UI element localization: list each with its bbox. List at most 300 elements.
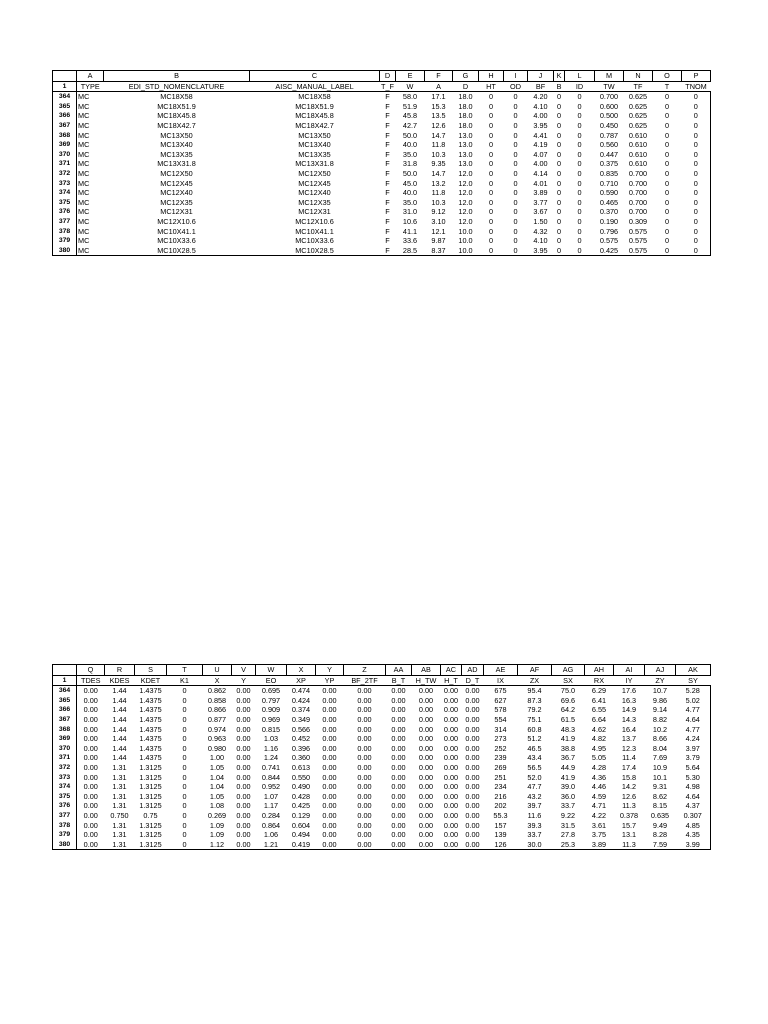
data-cell[interactable]: MC xyxy=(78,159,90,169)
data-cell[interactable]: 4.85 xyxy=(676,821,711,831)
data-cell[interactable]: 1.3125 xyxy=(139,772,162,782)
data-cell[interactable]: 0.00 xyxy=(322,734,337,744)
row-number-cell[interactable]: 1 xyxy=(53,81,77,92)
data-cell[interactable]: 0 xyxy=(682,92,711,102)
data-cell[interactable]: 13.1 xyxy=(621,830,637,840)
data-cell[interactable]: 0.75 xyxy=(143,810,158,820)
data-cell[interactable]: 0 xyxy=(682,227,711,237)
data-cell[interactable]: 0.00 xyxy=(236,753,251,763)
field-name-cell[interactable]: BF_2TF xyxy=(344,675,386,686)
field-name-cell[interactable]: X xyxy=(203,675,232,686)
data-cell[interactable]: 269 xyxy=(494,762,507,772)
data-cell[interactable]: 0.00 xyxy=(322,791,337,801)
data-cell[interactable]: 0 xyxy=(664,120,670,130)
data-cell[interactable]: 0.600 xyxy=(599,101,619,111)
data-cell[interactable]: 0.00 xyxy=(236,695,251,705)
data-cell[interactable]: 0.00 xyxy=(322,820,337,830)
data-cell[interactable]: 1.31 xyxy=(112,762,127,772)
data-cell[interactable]: 0.00 xyxy=(391,791,406,801)
data-cell[interactable]: 0.00 xyxy=(236,686,251,696)
data-cell[interactable]: MC xyxy=(78,236,90,246)
data-cell[interactable]: 0.00 xyxy=(391,830,406,840)
data-cell[interactable]: 1.44 xyxy=(112,743,127,753)
data-cell[interactable]: 46.5 xyxy=(527,743,542,753)
data-cell[interactable]: 4.59 xyxy=(591,791,607,801)
data-cell[interactable]: 314 xyxy=(494,724,507,734)
data-cell[interactable]: MC xyxy=(78,140,90,150)
data-cell[interactable]: 0.00 xyxy=(236,705,251,715)
data-cell[interactable]: 12.6 xyxy=(621,791,637,801)
data-cell[interactable]: 0 xyxy=(556,130,562,140)
field-name-cell[interactable]: T xyxy=(653,81,682,92)
data-cell[interactable]: 8.37 xyxy=(425,246,453,256)
data-cell[interactable]: 0 xyxy=(577,120,582,130)
data-cell[interactable]: 0 xyxy=(488,168,494,178)
data-cell[interactable]: 0.00 xyxy=(357,743,372,753)
data-cell[interactable]: 0.490 xyxy=(291,782,311,792)
row-number-cell[interactable]: 370 xyxy=(53,744,77,754)
column-letter-cell[interactable]: AD xyxy=(462,665,484,676)
data-cell[interactable]: 0.00 xyxy=(357,801,372,811)
data-cell[interactable]: 0.00 xyxy=(418,743,434,753)
data-cell[interactable]: 14.7 xyxy=(431,130,446,140)
column-letter-cell[interactable]: H xyxy=(479,71,504,82)
data-cell[interactable]: 0 xyxy=(182,753,187,763)
data-cell[interactable]: 234 xyxy=(494,782,507,792)
data-cell[interactable]: 0.00 xyxy=(418,820,434,830)
data-cell[interactable]: 0 xyxy=(664,101,670,111)
data-cell[interactable]: 0.00 xyxy=(391,753,406,763)
data-cell[interactable]: 18.0 xyxy=(458,120,473,130)
data-cell[interactable]: 675 xyxy=(494,686,507,696)
column-letter-cell[interactable]: N xyxy=(624,71,653,82)
data-cell[interactable]: 7.59 xyxy=(645,840,676,850)
row-number-cell[interactable]: 376 xyxy=(53,801,77,811)
data-cell[interactable]: 1.09 xyxy=(209,820,225,830)
data-cell[interactable]: 1.08 xyxy=(209,801,225,811)
data-cell[interactable]: 0 xyxy=(577,236,582,246)
row-number-cell[interactable]: 374 xyxy=(53,782,77,792)
data-cell[interactable]: 0 xyxy=(664,188,670,198)
data-cell[interactable]: 4.62 xyxy=(591,724,607,734)
data-cell[interactable]: 0.00 xyxy=(322,810,337,820)
data-cell[interactable]: 0.00 xyxy=(391,705,406,715)
data-cell[interactable]: 0 xyxy=(513,159,518,169)
data-cell[interactable]: 0.00 xyxy=(357,695,372,705)
data-cell[interactable]: 139 xyxy=(494,830,507,840)
data-cell[interactable]: MC xyxy=(78,216,90,226)
data-cell[interactable]: 18.0 xyxy=(458,92,473,102)
data-cell[interactable]: 48.3 xyxy=(560,724,576,734)
data-cell[interactable]: 9.87 xyxy=(431,236,446,246)
column-letter-cell[interactable]: AB xyxy=(412,665,441,676)
data-cell[interactable]: 0.00 xyxy=(465,705,480,715)
data-cell[interactable]: 0.00 xyxy=(232,840,256,850)
data-cell[interactable]: 5.30 xyxy=(676,773,711,783)
data-cell[interactable]: 0 xyxy=(513,216,518,226)
data-cell[interactable]: 1.31 xyxy=(112,830,127,840)
data-cell[interactable]: 0.00 xyxy=(418,782,434,792)
data-cell[interactable]: 0 xyxy=(556,120,562,130)
data-cell[interactable]: 13.2 xyxy=(431,178,446,188)
data-cell[interactable]: F xyxy=(385,111,390,121)
data-cell[interactable]: 0.129 xyxy=(291,810,311,820)
data-cell[interactable]: 0.625 xyxy=(628,111,648,121)
data-cell[interactable]: 0 xyxy=(556,188,562,198)
data-cell[interactable]: 0.00 xyxy=(357,762,372,772)
data-cell[interactable]: 11.3 xyxy=(614,840,645,850)
data-cell[interactable]: 0 xyxy=(513,197,518,207)
data-cell[interactable]: 4.64 xyxy=(676,715,711,725)
data-cell[interactable]: 0.396 xyxy=(291,743,311,753)
data-cell[interactable]: MC xyxy=(77,246,104,256)
column-letter-cell[interactable]: D xyxy=(380,71,396,82)
data-cell[interactable]: 273 xyxy=(494,734,507,744)
data-cell[interactable]: 0.864 xyxy=(261,820,281,830)
field-name-cell[interactable]: ZY xyxy=(645,675,676,686)
data-cell[interactable]: 40.0 xyxy=(402,140,418,150)
data-cell[interactable]: 13.0 xyxy=(458,130,473,140)
data-cell[interactable]: 12.0 xyxy=(458,216,473,226)
data-cell[interactable]: 10.3 xyxy=(431,197,446,207)
data-cell[interactable]: 0 xyxy=(488,207,494,217)
data-cell[interactable]: 0 xyxy=(488,236,494,246)
data-cell[interactable]: 0.835 xyxy=(599,168,619,178)
data-cell[interactable]: 10.2 xyxy=(652,724,668,734)
data-cell[interactable]: 4.22 xyxy=(591,810,607,820)
data-cell[interactable]: 0.00 xyxy=(465,772,480,782)
data-cell[interactable]: 0.00 xyxy=(443,791,459,801)
data-cell[interactable]: 0.00 xyxy=(465,830,480,840)
data-cell[interactable]: 0.00 xyxy=(322,724,337,734)
data-cell[interactable]: MC12X50 xyxy=(160,168,193,178)
data-cell[interactable]: 11.3 xyxy=(622,801,636,811)
data-cell[interactable]: 0.00 xyxy=(83,724,98,734)
data-cell[interactable]: 0 xyxy=(664,197,670,207)
data-cell[interactable]: 0.00 xyxy=(357,820,372,830)
data-cell[interactable]: 40.0 xyxy=(402,188,418,198)
data-cell[interactable]: 0 xyxy=(664,111,670,121)
data-cell[interactable]: 1.4375 xyxy=(139,753,162,763)
row-number-cell[interactable]: 369 xyxy=(53,734,77,744)
data-cell[interactable]: 0.00 xyxy=(236,810,251,820)
column-letter-cell[interactable]: X xyxy=(287,665,316,676)
data-cell[interactable]: 1.44 xyxy=(112,686,127,696)
data-cell[interactable]: 10.1 xyxy=(652,772,668,782)
data-cell[interactable]: 0.952 xyxy=(261,782,281,792)
data-cell[interactable]: F xyxy=(385,92,390,102)
data-cell[interactable]: 1.17 xyxy=(263,801,279,811)
data-cell[interactable]: 3.89 xyxy=(533,188,548,198)
data-cell[interactable]: 0.00 xyxy=(357,686,372,696)
data-cell[interactable]: 0.00 xyxy=(316,840,344,850)
data-cell[interactable]: 0.00 xyxy=(83,782,98,792)
data-cell[interactable]: 13.0 xyxy=(458,140,473,150)
data-cell[interactable]: 35.0 xyxy=(402,149,418,159)
data-cell[interactable]: 0 xyxy=(565,246,595,256)
data-cell[interactable]: 0 xyxy=(513,130,518,140)
data-cell[interactable]: 0 xyxy=(513,188,518,198)
field-name-cell[interactable]: TYPE xyxy=(77,81,104,92)
data-cell[interactable]: 0.00 xyxy=(443,801,459,811)
data-cell[interactable]: 0.00 xyxy=(418,705,434,715)
data-cell[interactable]: 36.0 xyxy=(560,791,576,801)
data-cell[interactable]: 11.8 xyxy=(431,188,446,198)
data-cell[interactable]: 1.44 xyxy=(112,724,127,734)
data-cell[interactable]: F xyxy=(385,101,390,111)
data-cell[interactable]: 1.05 xyxy=(209,791,225,801)
data-cell[interactable]: 0.00 xyxy=(465,782,480,792)
data-cell[interactable]: 30.0 xyxy=(518,840,552,850)
data-cell[interactable]: 44.9 xyxy=(560,762,576,772)
data-cell[interactable]: 0.00 xyxy=(83,714,98,724)
data-cell[interactable]: 1.44 xyxy=(112,714,127,724)
data-cell[interactable]: 0 xyxy=(556,111,562,121)
data-cell[interactable]: 0.452 xyxy=(291,734,311,744)
field-name-cell[interactable]: EO xyxy=(256,675,287,686)
data-cell[interactable]: 1.44 xyxy=(112,705,127,715)
data-cell[interactable]: 0.424 xyxy=(291,695,311,705)
data-cell[interactable]: MC12X40 xyxy=(298,188,331,198)
data-cell[interactable]: 17.1 xyxy=(431,92,446,102)
row-number-cell[interactable]: 366 xyxy=(53,111,77,121)
data-cell[interactable]: 0 xyxy=(513,207,518,217)
data-cell[interactable]: 0.969 xyxy=(261,714,281,724)
data-cell[interactable]: 0 xyxy=(556,236,562,246)
data-cell[interactable]: 1.50 xyxy=(533,216,548,226)
data-cell[interactable]: 0.575 xyxy=(624,246,653,256)
data-cell[interactable]: 0.00 xyxy=(418,830,434,840)
data-cell[interactable]: 0 xyxy=(664,178,670,188)
data-cell[interactable]: 3.77 xyxy=(533,197,548,207)
data-cell[interactable]: 0 xyxy=(682,111,711,121)
data-cell[interactable]: 0 xyxy=(664,92,670,102)
data-cell[interactable]: 0.625 xyxy=(628,101,648,111)
data-cell[interactable]: 0.494 xyxy=(291,830,311,840)
data-cell[interactable]: 0 xyxy=(556,197,562,207)
data-cell[interactable]: 4.46 xyxy=(591,782,607,792)
data-cell[interactable]: 0.00 xyxy=(236,762,251,772)
data-cell[interactable]: 0.787 xyxy=(599,130,619,140)
data-cell[interactable]: 0.190 xyxy=(599,216,619,226)
data-cell[interactable]: 1.3125 xyxy=(139,801,162,811)
data-cell[interactable]: MC xyxy=(78,226,90,236)
data-cell[interactable]: 0 xyxy=(556,216,562,226)
column-letter-cell[interactable]: R xyxy=(105,665,135,676)
data-cell[interactable]: 0 xyxy=(682,217,711,227)
data-cell[interactable]: 0.00 xyxy=(443,686,459,696)
data-cell[interactable]: F xyxy=(385,236,390,246)
data-cell[interactable]: 0.00 xyxy=(357,724,372,734)
data-cell[interactable]: 0 xyxy=(556,92,562,102)
data-cell[interactable]: 1.3125 xyxy=(135,840,167,850)
data-cell[interactable]: 0.00 xyxy=(83,734,98,744)
data-cell[interactable]: 8.15 xyxy=(652,801,668,811)
data-cell[interactable]: 0.604 xyxy=(291,820,311,830)
data-cell[interactable]: 0.00 xyxy=(443,753,459,763)
data-cell[interactable]: MC18X45.8 xyxy=(157,111,196,121)
data-cell[interactable]: 4.00 xyxy=(533,159,548,169)
data-cell[interactable]: 1.31 xyxy=(112,801,127,811)
data-cell[interactable]: 0.575 xyxy=(628,236,648,246)
data-cell[interactable]: 0.00 xyxy=(418,772,434,782)
data-cell[interactable]: 5.02 xyxy=(676,696,711,706)
data-cell[interactable]: 4.71 xyxy=(591,801,607,811)
data-cell[interactable]: 0 xyxy=(182,820,187,830)
data-cell[interactable]: 0.00 xyxy=(418,695,434,705)
data-cell[interactable]: 0.625 xyxy=(628,120,648,130)
data-cell[interactable]: 16.3 xyxy=(621,695,637,705)
data-cell[interactable]: 126 xyxy=(484,840,518,850)
data-cell[interactable]: F xyxy=(385,120,390,130)
row-number-cell[interactable]: 377 xyxy=(53,217,77,227)
data-cell[interactable]: 0.360 xyxy=(291,753,311,763)
data-cell[interactable]: 0 xyxy=(577,168,582,178)
column-letter-cell[interactable]: C xyxy=(250,71,380,82)
field-name-cell[interactable]: ZX xyxy=(518,675,552,686)
data-cell[interactable]: 0.00 xyxy=(357,791,372,801)
data-cell[interactable]: 0.00 xyxy=(322,830,337,840)
column-letter-cell[interactable]: AG xyxy=(552,665,585,676)
data-cell[interactable]: MC xyxy=(78,178,90,188)
data-cell[interactable]: MC xyxy=(78,130,90,140)
data-cell[interactable]: 0.450 xyxy=(599,120,619,130)
data-cell[interactable]: 0 xyxy=(682,159,711,169)
field-name-cell[interactable]: T_F xyxy=(381,81,394,91)
data-cell[interactable]: 0 xyxy=(488,120,494,130)
data-cell[interactable]: 6.41 xyxy=(591,695,607,705)
data-cell[interactable]: 50.0 xyxy=(402,130,418,140)
field-name-cell[interactable]: H_T xyxy=(441,675,462,686)
data-cell[interactable]: 64.2 xyxy=(560,705,576,715)
data-cell[interactable]: 251 xyxy=(494,772,507,782)
data-cell[interactable]: 39.0 xyxy=(560,782,576,792)
data-cell[interactable]: F xyxy=(380,246,396,256)
data-cell[interactable]: MC13X35 xyxy=(160,149,193,159)
data-cell[interactable]: 10.0 xyxy=(458,236,473,246)
data-cell[interactable]: MC18X51.9 xyxy=(295,101,334,111)
data-cell[interactable]: 0 xyxy=(577,178,582,188)
data-cell[interactable]: 0.00 xyxy=(236,830,251,840)
data-cell[interactable]: 31.8 xyxy=(402,159,418,169)
data-cell[interactable]: 1.3125 xyxy=(139,830,162,840)
data-cell[interactable]: 0.00 xyxy=(83,753,98,763)
data-cell[interactable]: 0.00 xyxy=(83,762,98,772)
data-cell[interactable]: 0.00 xyxy=(236,801,251,811)
row-number-cell[interactable]: 376 xyxy=(53,207,77,217)
field-name-cell[interactable]: W xyxy=(396,81,425,92)
row-number-cell[interactable]: 368 xyxy=(53,131,77,141)
field-name-cell[interactable]: OD xyxy=(504,81,528,92)
data-cell[interactable]: 4.28 xyxy=(591,762,607,772)
data-cell[interactable]: 0 xyxy=(556,140,562,150)
data-cell[interactable]: 0.00 xyxy=(322,782,337,792)
data-cell[interactable]: MC12X31 xyxy=(160,207,193,217)
data-cell[interactable]: 0.00 xyxy=(357,782,372,792)
data-cell[interactable]: 0 xyxy=(182,743,187,753)
data-cell[interactable]: 0.00 xyxy=(322,743,337,753)
data-cell[interactable]: 13.5 xyxy=(431,111,446,121)
data-cell[interactable]: 0.00 xyxy=(443,762,459,772)
data-cell[interactable]: 0.00 xyxy=(322,714,337,724)
data-cell[interactable]: MC18X42.7 xyxy=(157,120,196,130)
data-cell[interactable]: 0.370 xyxy=(599,207,619,217)
data-cell[interactable]: 1.04 xyxy=(209,772,225,782)
data-cell[interactable]: 0.00 xyxy=(83,791,98,801)
data-cell[interactable]: 1.4375 xyxy=(139,743,162,753)
data-cell[interactable]: 0.797 xyxy=(261,695,281,705)
data-cell[interactable]: 0.00 xyxy=(443,810,459,820)
field-name-cell[interactable]: YP xyxy=(316,675,344,686)
data-cell[interactable]: 0.700 xyxy=(599,92,619,102)
data-cell[interactable]: 0.00 xyxy=(357,772,372,782)
data-cell[interactable]: MC13X50 xyxy=(298,130,331,140)
data-cell[interactable]: 0.610 xyxy=(628,149,648,159)
data-cell[interactable]: F xyxy=(385,226,390,236)
data-cell[interactable]: 0 xyxy=(167,840,203,850)
column-letter-cell[interactable]: E xyxy=(396,71,425,82)
data-cell[interactable]: 0 xyxy=(488,178,494,188)
data-cell[interactable]: 17.4 xyxy=(621,762,637,772)
row-number-cell[interactable]: 364 xyxy=(53,686,77,696)
data-cell[interactable]: 0 xyxy=(664,159,670,169)
data-cell[interactable]: 0.560 xyxy=(599,140,619,150)
data-cell[interactable]: 3.89 xyxy=(585,840,614,850)
data-cell[interactable]: MC13X40 xyxy=(298,140,331,150)
data-cell[interactable]: 6.55 xyxy=(591,705,607,715)
data-cell[interactable]: 0 xyxy=(182,810,187,820)
data-cell[interactable]: 0.750 xyxy=(110,810,129,820)
field-name-cell[interactable]: B xyxy=(554,81,565,92)
field-name-cell[interactable]: TF xyxy=(624,81,653,92)
column-letter-cell[interactable]: AI xyxy=(614,665,645,676)
data-cell[interactable]: 0.00 xyxy=(465,714,480,724)
field-name-cell[interactable]: KDES xyxy=(105,675,135,686)
data-cell[interactable]: MC xyxy=(78,120,90,130)
data-cell[interactable]: 4.00 xyxy=(533,111,548,121)
data-cell[interactable]: 0 xyxy=(513,101,518,111)
data-cell[interactable]: 0.00 xyxy=(357,705,372,715)
field-name-cell[interactable]: SX xyxy=(552,675,585,686)
data-cell[interactable]: 0.00 xyxy=(412,840,441,850)
data-cell[interactable]: 0.00 xyxy=(322,753,337,763)
data-cell[interactable]: 0 xyxy=(577,130,582,140)
data-cell[interactable]: 1.44 xyxy=(112,734,127,744)
data-cell[interactable]: 0 xyxy=(556,178,562,188)
data-cell[interactable]: 1.4375 xyxy=(139,705,162,715)
data-cell[interactable]: 0.00 xyxy=(418,753,434,763)
row-number-cell[interactable]: 373 xyxy=(53,773,77,783)
data-cell[interactable]: 0.00 xyxy=(357,753,372,763)
data-cell[interactable]: 0 xyxy=(488,149,494,159)
data-cell[interactable]: 0.00 xyxy=(465,820,480,830)
data-cell[interactable]: 0.00 xyxy=(83,830,98,840)
data-cell[interactable]: 1.3125 xyxy=(139,782,162,792)
data-cell[interactable]: 42.7 xyxy=(402,120,418,130)
field-name-cell[interactable]: IX xyxy=(484,675,518,686)
row-number-cell[interactable]: 373 xyxy=(53,179,77,189)
row-number-cell[interactable]: 374 xyxy=(53,188,77,198)
data-cell[interactable]: F xyxy=(385,140,390,150)
data-cell[interactable]: 61.5 xyxy=(560,714,576,724)
column-letter-cell[interactable]: P xyxy=(682,71,711,82)
data-cell[interactable]: 0 xyxy=(682,140,711,150)
column-letter-cell[interactable]: V xyxy=(232,665,256,676)
field-name-cell[interactable]: XP xyxy=(287,675,316,686)
data-cell[interactable]: 10.6 xyxy=(402,216,418,226)
data-cell[interactable]: 216 xyxy=(494,791,507,801)
data-cell[interactable]: 0 xyxy=(664,207,670,217)
